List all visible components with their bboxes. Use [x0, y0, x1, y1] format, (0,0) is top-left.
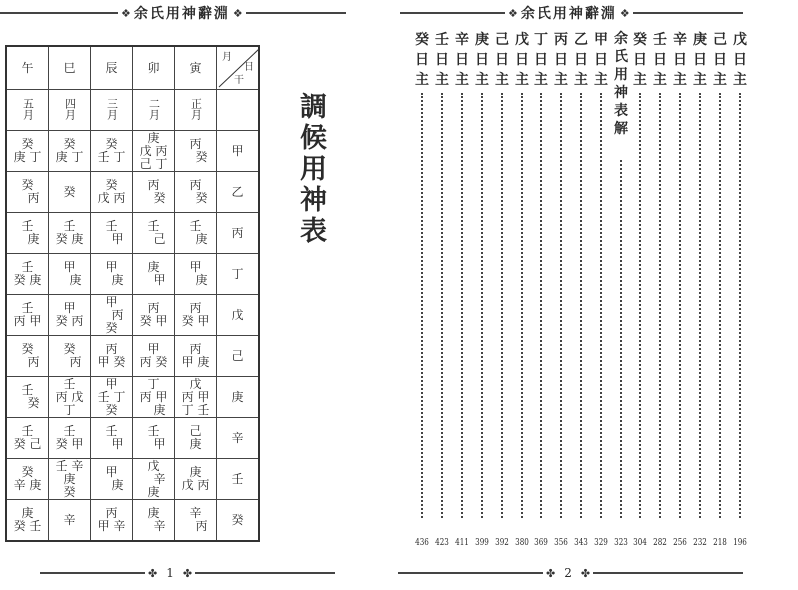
shen-cell: 甲 癸 丙 [49, 295, 91, 336]
toc-page-number: 196 [733, 538, 747, 548]
shen-cell: 壬 甲 [91, 418, 133, 459]
page-title: 調候用神表 [295, 92, 326, 247]
table-row [6, 131, 259, 172]
shen-cell: 壬 丙 戊 丁 [49, 377, 91, 418]
tiaohou-table [5, 45, 260, 542]
leader-dots [560, 93, 562, 518]
toc-entry-title[interactable]: 丁日主 [534, 32, 548, 88]
month-cell: 五月 [6, 90, 49, 131]
toc-page-number: 392 [495, 538, 509, 548]
toc-page-number: 282 [653, 538, 667, 548]
branch-header: 寅 [175, 46, 217, 90]
month-cell: 正月 [175, 90, 217, 131]
shen-cell: 庚 甲 [133, 254, 175, 295]
shen-cell: 丙 癸 [175, 131, 217, 172]
toc-page-number: 369 [534, 538, 548, 548]
leader-dots [501, 93, 503, 518]
shen-cell: 癸 丙 [49, 336, 91, 377]
stem-cell: 甲 [217, 131, 260, 172]
shen-cell: 癸 丙 [6, 336, 49, 377]
shen-cell: 丙 甲 辛 [91, 500, 133, 542]
shen-cell: 甲 庚 [175, 254, 217, 295]
shen-cell: 甲 庚 [91, 254, 133, 295]
ornament-icon: ❖ [508, 6, 518, 20]
leader-dots [540, 93, 542, 518]
shen-cell: 丙 癸 甲 [133, 295, 175, 336]
stem-cell: 己 [217, 336, 260, 377]
shen-cell: 壬 癸 甲 [49, 418, 91, 459]
branch-header: 午 [6, 46, 49, 90]
shen-cell: 壬 庚 [175, 213, 217, 254]
corner-month: 月 [222, 52, 232, 63]
toc-entry-title[interactable]: 丙日主 [554, 32, 568, 88]
month-cell: 三月 [91, 90, 133, 131]
corner-header [217, 46, 260, 90]
table-row [6, 377, 259, 418]
shen-cell: 辛 [49, 500, 91, 542]
toc-page-number: 256 [673, 538, 687, 548]
leader-dots [620, 160, 622, 518]
shen-cell: 壬 癸 己 [6, 418, 49, 459]
toc-entry-title[interactable]: 壬日主 [653, 32, 667, 88]
leader-dots [739, 93, 741, 518]
shen-cell: 癸 庚 丁 [49, 131, 91, 172]
toc-entry-title[interactable]: 壬日主 [435, 32, 449, 88]
toc-entry-title[interactable]: 庚日主 [693, 32, 707, 88]
shen-cell: 甲 丙 癸 [91, 295, 133, 336]
table-row [6, 172, 259, 213]
toc-entry-title[interactable]: 辛日主 [455, 32, 469, 88]
shen-cell: 癸 庚 丁 [6, 131, 49, 172]
shen-cell: 甲 庚 [49, 254, 91, 295]
toc-entry-title[interactable]: 庚日主 [475, 32, 489, 88]
toc-page-number: 436 [415, 538, 429, 548]
stem-cell: 戊 [217, 295, 260, 336]
left-running-header [0, 4, 346, 22]
month-cell: 四月 [49, 90, 91, 131]
corner-stem: 干 [234, 75, 244, 86]
shen-cell: 癸 [49, 172, 91, 213]
shen-cell: 丁 丙 甲 庚 [133, 377, 175, 418]
shen-cell: 戊 辛 庚 [133, 459, 175, 500]
toc-entry-title[interactable]: 辛日主 [673, 32, 687, 88]
toc-entry-title[interactable]: 癸日主 [415, 32, 429, 88]
branch-header: 卯 [133, 46, 175, 90]
leader-dots [481, 93, 483, 518]
toc-page-number: 411 [455, 538, 469, 548]
shen-cell: 壬 甲 [91, 213, 133, 254]
table-row [6, 336, 259, 377]
running-header-title: 余氏用神辭淵 [520, 6, 617, 22]
leader-dots [659, 93, 661, 518]
shen-cell: 壬 庚 [6, 213, 49, 254]
leader-dots [679, 93, 681, 518]
toc-entry-title[interactable]: 乙日主 [574, 32, 588, 88]
page-number: 2 [564, 566, 572, 580]
left-page-footer: ✤ 1 ✤ [40, 566, 335, 580]
toc-page-number: 380 [515, 538, 529, 548]
shen-cell: 壬 癸 庚 [6, 254, 49, 295]
toc-entry-title[interactable]: 戊日主 [733, 32, 747, 88]
toc-page-number: 323 [614, 538, 628, 548]
shen-cell: 己 庚 [175, 418, 217, 459]
shen-cell: 壬 甲 [133, 418, 175, 459]
toc-page-number: 329 [594, 538, 608, 548]
shen-cell: 庚 辛 [133, 500, 175, 542]
toc-entry-title[interactable]: 戊日主 [515, 32, 529, 88]
corner-day: 日 [244, 62, 254, 73]
shen-cell: 甲 庚 [91, 459, 133, 500]
toc-entry-title[interactable]: 余氏用神表解 [614, 31, 628, 137]
leader-dots [421, 93, 423, 518]
stem-cell: 丙 [217, 213, 260, 254]
shen-cell: 戊 丙 甲 丁 壬 [175, 377, 217, 418]
shen-cell: 癸 辛 庚 [6, 459, 49, 500]
toc-entry-title[interactable]: 甲日主 [594, 32, 608, 88]
shen-cell: 癸 戊 丙 [91, 172, 133, 213]
table-row [6, 500, 259, 542]
ornament-icon: ❖ [121, 6, 131, 20]
toc-entry-title[interactable]: 己日主 [495, 32, 509, 88]
leader-dots [699, 93, 701, 518]
toc-entry-title[interactable]: 己日主 [713, 32, 727, 88]
toc-page-number: 356 [554, 538, 568, 548]
branch-header: 巳 [49, 46, 91, 90]
running-header-title: 余氏用神辭淵 [133, 6, 230, 22]
table-row [6, 295, 259, 336]
table-row [6, 459, 259, 500]
stem-cell: 壬 [217, 459, 260, 500]
table-row [6, 254, 259, 295]
toc-page-number: 399 [475, 538, 489, 548]
shen-cell: 辛 丙 [175, 500, 217, 542]
right-page-footer: ✤ 2 ✤ [398, 566, 743, 580]
shen-cell: 丙 癸 [133, 172, 175, 213]
shen-cell: 丙 甲 癸 [91, 336, 133, 377]
shen-cell: 壬 丙 甲 [6, 295, 49, 336]
shen-cell: 甲 壬 丁 癸 [91, 377, 133, 418]
stem-cell: 癸 [217, 500, 260, 542]
ornament-icon: ❖ [619, 6, 630, 20]
shen-cell: 丙 甲 庚 [175, 336, 217, 377]
right-running-header [400, 4, 743, 22]
leader-dots [580, 93, 582, 518]
toc-page-number: 218 [713, 538, 727, 548]
shen-cell: 壬 癸 庚 [49, 213, 91, 254]
leader-dots [441, 93, 443, 518]
empty-cell [217, 90, 260, 131]
leader-dots [521, 93, 523, 518]
leader-dots [719, 93, 721, 518]
toc-entry-title[interactable]: 癸日主 [633, 32, 647, 88]
ornament-icon: ❖ [232, 6, 243, 20]
toc-page-number: 343 [574, 538, 588, 548]
shen-cell: 癸 壬 丁 [91, 131, 133, 172]
shen-cell: 丙 癸 甲 [175, 295, 217, 336]
shen-cell: 甲 丙 癸 [133, 336, 175, 377]
toc-page-number: 304 [633, 538, 647, 548]
stem-cell: 丁 [217, 254, 260, 295]
toc-page-number: 423 [435, 538, 449, 548]
table-row [6, 418, 259, 459]
stem-cell: 乙 [217, 172, 260, 213]
page-number: 1 [166, 566, 174, 580]
shen-cell: 壬 癸 [6, 377, 49, 418]
leader-dots [600, 93, 602, 518]
leader-dots [639, 93, 641, 518]
shen-cell: 壬 己 [133, 213, 175, 254]
shen-cell: 丙 癸 [175, 172, 217, 213]
table-row [6, 213, 259, 254]
leader-dots [461, 93, 463, 518]
shen-cell: 癸 丙 [6, 172, 49, 213]
branch-header: 辰 [91, 46, 133, 90]
shen-cell: 庚 戊 丙 [175, 459, 217, 500]
toc-page-number: 232 [693, 538, 707, 548]
shen-cell: 壬 辛 庚 癸 [49, 459, 91, 500]
stem-cell: 庚 [217, 377, 260, 418]
stem-cell: 辛 [217, 418, 260, 459]
month-cell: 二月 [133, 90, 175, 131]
shen-cell: 庚 癸 壬 [6, 500, 49, 542]
shen-cell: 庚 戊 丙 己 丁 [133, 131, 175, 172]
